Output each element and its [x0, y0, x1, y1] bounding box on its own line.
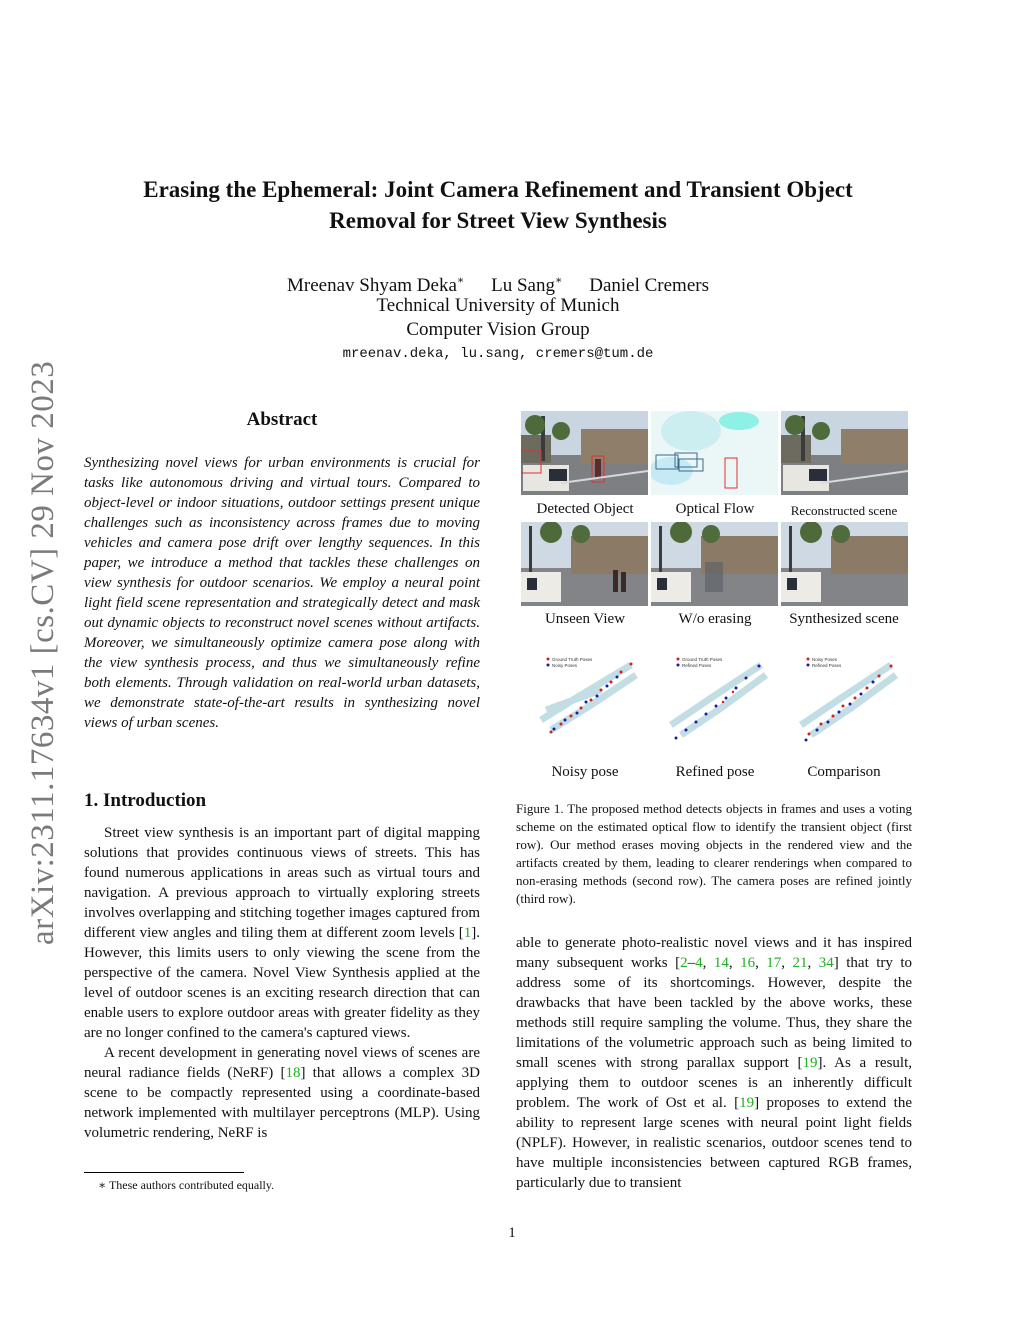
image-detected-object [521, 411, 648, 495]
intro-column-2 [516, 933, 912, 1193]
citation-link[interactable]: 16 [740, 955, 756, 971]
plot-refined-pose [651, 650, 778, 750]
label-reconstructed-scene: Reconstructed scene [790, 503, 898, 518]
affiliation-university: Technical University of Munich [376, 295, 620, 316]
author-1: Mreenav Shyam Deka∗ [287, 275, 465, 297]
citation-link[interactable]: 14 [713, 955, 729, 971]
citation-link[interactable]: 34 [818, 955, 834, 971]
image-without-erasing [651, 522, 778, 606]
label-refined-pose: Refined pose [675, 764, 755, 780]
citation-link[interactable]: 19 [802, 1055, 818, 1071]
citation-link[interactable]: 1 [463, 925, 472, 941]
legend-label: Noisy Poses [552, 663, 578, 668]
label-detected-object: Detected Object [536, 501, 634, 517]
legend-label: Refined Poses [812, 663, 842, 668]
citation-link[interactable]: 17 [766, 955, 782, 971]
legend-label: Noisy Poses [812, 657, 838, 662]
citation-link[interactable]: 18 [285, 1065, 301, 1081]
plot-noisy-pose [521, 650, 648, 750]
label-noisy-pose: Noisy pose [551, 764, 619, 780]
plot-comparison [781, 650, 908, 750]
arxiv-stamp: arXiv:2311.17634v1 [cs.CV] 29 Nov 2023 [25, 360, 61, 945]
author-3: Daniel Cremers [589, 275, 709, 297]
label-optical-flow: Optical Flow [675, 501, 755, 517]
page-number: 1 [508, 1225, 516, 1241]
footnote: ∗ These authors contributed equally. [98, 1178, 275, 1192]
intro-paragraph-2: A recent development in generating novel views of scenes are neural radiance fields (NeRF) [18] that allows a complex 3D scene to be compactly represented using a coordinate-based network implemented with multilayer perceptrons (MLP). Using volumetric rendering, NeRF is [84, 1045, 480, 1141]
title-line-2: Removal for Street View Synthesis [329, 208, 667, 233]
intro-paragraph-3: able to generate photo-realistic novel views and it has inspired many subsequent works [2–4, 14, 16, 17, 21, 34] that try to address some of its shortcomings. However, despite the drawbacks that have been tackled by the above works, these methods still require sampling the volume. Thus, they share the limitations of the volumetric approach such as being limited to small scenes with strong parallax support [19]. As a result, applying them to outdoor scenes is an inherently difficult problem. The work of Ost et al. [19] proposes to extend the ability to represent large scenes with neural point light fields (NPLF). However, in realistic scenarios, outdoor scenes tend to have multiple inconsistencies between captured RGB frames, particularly due to transient [516, 935, 913, 1191]
affiliation-group: Computer Vision Group [406, 319, 590, 340]
legend-label: Ground Truth Poses [682, 657, 723, 662]
intro-column-1 [84, 823, 480, 1143]
abstract-text: Synthesizing novel views for urban environments is crucial for tasks like autonomous driving and virtual tours. Compared to object-level or indoor situations, outdoor settings present unique challenges such as inconsistency across frames due to moving vehicles and camera pose drift over lengthy sequences. In this paper, we introduce a method that tackles these challenges on view synthesis for outdoor scenarios. We employ a neural point light field scene representation and strategically detect and mask out dynamic objects to reconstruct novel scenes without artifacts. Moreover, we simultaneously optimize camera pose along with the view synthesis process, and thus we simultaneously refine both elements. Through validation on real-world urban datasets, we demonstrate state-of-the-art results in synthesizing novel views of urban scenes. [84, 455, 480, 731]
legend-label: Refined Poses [682, 663, 712, 668]
abstract-heading: Abstract [246, 409, 318, 430]
label-synthesized-scene: Synthesized scene [789, 611, 899, 627]
paper-title [100, 174, 896, 236]
title-line-1: Erasing the Ephemeral: Joint Camera Refinement and Transient Object [143, 177, 853, 202]
citation-link[interactable]: 21 [792, 955, 808, 971]
author-emails: mreenav.deka, lu.sang, cremers@tum.de [342, 346, 654, 362]
citation-link[interactable]: 19 [739, 1095, 755, 1111]
label-comparison: Comparison [807, 764, 881, 780]
label-without-erasing: W/o erasing [678, 611, 752, 627]
section-heading-introduction: 1. Introduction [84, 790, 207, 811]
citation-link[interactable]: 4 [695, 955, 703, 971]
legend-label: Ground Truth Poses [552, 657, 593, 662]
label-unseen-view: Unseen View [544, 611, 626, 627]
image-optical-flow [651, 411, 778, 495]
image-synthesized-scene [781, 522, 908, 606]
figure-caption: Figure 1. The proposed method detects objects in frames and uses a voting scheme on the estimated optical flow to identify the transient object (first row). Our method erases moving objects in the rendered view and the artifacts created by them, leading to clearer renderings when compared to non-erasing methods (second row). The camera poses are refined jointly (third row). [516, 801, 912, 906]
image-unseen-view [521, 522, 648, 606]
citation-link[interactable]: 2 [680, 955, 688, 971]
footnote-rule [84, 1172, 244, 1173]
intro-paragraph-1: Street view synthesis is an important part of digital mapping solutions that provides continuous views of streets. This has found numerous applications in areas such as virtual tours and navigation. A previous approach to virtually exploring streets involves overlapping and stitching together images captured from different view angles and tiling them at different zoom levels [1]. However, this limits users to only viewing the scene from the perspective of the camera. Novel View Synthesis applied at the level of outdoor scenes is an exciting research direction that can enable users to explore outdoor areas with greater fidelity as they are no longer confined to the camera's captured views. [84, 825, 480, 1041]
image-reconstructed-scene [781, 411, 908, 495]
author-2: Lu Sang∗ [491, 275, 563, 297]
